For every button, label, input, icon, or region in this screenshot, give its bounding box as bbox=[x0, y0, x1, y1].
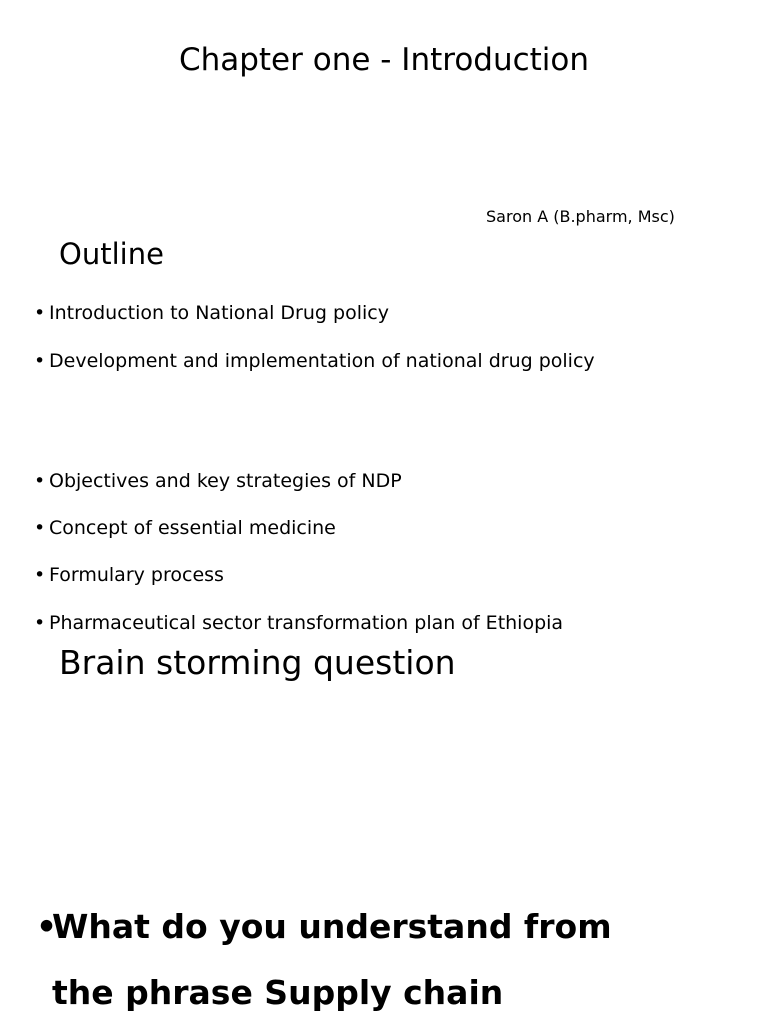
author-credit: Saron A (B.pharm, Msc) bbox=[486, 207, 675, 226]
bullet-icon: • bbox=[34, 564, 46, 586]
outline-item-text: Pharmaceutical sector transformation plan of Ethiopia bbox=[49, 612, 564, 634]
outline-item bbox=[34, 514, 336, 542]
outline-item bbox=[34, 299, 389, 327]
outline-item bbox=[34, 467, 402, 495]
bullet-icon: • bbox=[34, 350, 46, 372]
outline-item-text: Objectives and key strategies of NDP bbox=[49, 470, 402, 492]
slide-title: Chapter one - Introduction bbox=[178, 42, 590, 78]
outline-item-text: Development and implementation of national drug policy bbox=[49, 350, 595, 372]
outline-item-text: Introduction to National Drug policy bbox=[49, 302, 389, 324]
outline-item bbox=[34, 609, 563, 637]
brainstorm-heading: Brain storming question bbox=[59, 643, 456, 682]
outline-heading: Outline bbox=[59, 237, 164, 271]
bullet-icon: • bbox=[36, 907, 58, 946]
bullet-icon: • bbox=[34, 302, 46, 324]
outline-item bbox=[34, 561, 224, 589]
question-line-1: What do you understand from bbox=[52, 907, 612, 946]
outline-item-text: Formulary process bbox=[49, 564, 224, 586]
question-line-2: the phrase Supply chain bbox=[52, 973, 504, 1012]
bullet-icon: • bbox=[34, 470, 46, 492]
bullet-icon: • bbox=[34, 517, 46, 539]
bullet-icon: • bbox=[34, 612, 46, 634]
brainstorm-question bbox=[36, 894, 736, 1026]
outline-item bbox=[34, 347, 595, 375]
outline-item-text: Concept of essential medicine bbox=[49, 517, 336, 539]
